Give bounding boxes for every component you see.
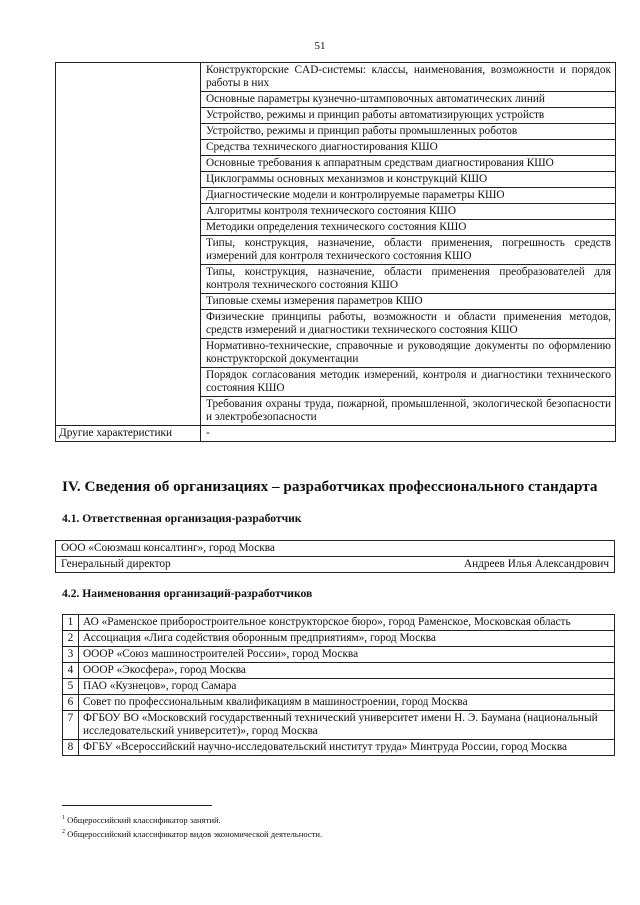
knowledge-item: Устройство, режимы и принцип работы автоматизирующих устройств [201, 108, 616, 124]
knowledge-row [56, 220, 616, 236]
developer-row [63, 695, 615, 711]
developers-table [62, 614, 615, 756]
developer-row [63, 679, 615, 695]
knowledge-item: Основные требования к аппаратным средствам диагностирования КШО [201, 156, 616, 172]
knowledge-label-cell [56, 368, 201, 397]
responsible-person: Андреев Илья Александрович [463, 558, 609, 570]
knowledge-label-cell [56, 156, 201, 172]
other-characteristics-label: Другие характеристики [56, 426, 201, 442]
knowledge-label-cell [56, 265, 201, 294]
knowledge-item: Средства технического диагностирования КШО [201, 140, 616, 156]
developer-row [63, 740, 615, 756]
responsible-org-name: ООО «Союзмаш консалтинг», город Москва [56, 541, 615, 557]
knowledge-item: Требования охраны труда, пожарной, промышленной, экологической безопасности и электробезопасности [201, 397, 616, 426]
knowledge-label-cell [56, 236, 201, 265]
developer-name: ОООР «Союз машиностроителей России», город Москва [79, 647, 615, 663]
developer-number: 8 [63, 740, 79, 756]
knowledge-row [56, 397, 616, 426]
knowledge-row [56, 204, 616, 220]
knowledge-label-cell [56, 92, 201, 108]
knowledge-row [56, 140, 616, 156]
knowledge-label-cell [56, 172, 201, 188]
developer-name: ФГБОУ ВО «Московский государственный технический университет имени Н. Э. Баумана (национальный исследовательский университет)», город Москва [79, 711, 615, 740]
knowledge-label-cell [56, 204, 201, 220]
other-characteristics-row [56, 426, 616, 442]
developer-number: 7 [63, 711, 79, 740]
developer-number: 5 [63, 679, 79, 695]
page-number: 51 [314, 40, 326, 52]
knowledge-item: Конструкторские CAD-системы: классы, наименования, возможности и порядок работы в них [201, 63, 616, 92]
knowledge-label-cell [56, 397, 201, 426]
knowledge-item: Методики определения технического состояния КШО [201, 220, 616, 236]
knowledge-item: Циклограммы основных механизмов и конструкций КШО [201, 172, 616, 188]
knowledge-row [56, 156, 616, 172]
responsible-org-table [55, 540, 615, 573]
knowledge-row [56, 63, 616, 92]
knowledge-table [55, 62, 616, 442]
knowledge-label-cell [56, 339, 201, 368]
knowledge-label-cell [56, 124, 201, 140]
knowledge-item: Типы, конструкция, назначение, области применения, погрешность средств измерений для контроля технического состояния КШО [201, 236, 616, 265]
knowledge-row [56, 265, 616, 294]
knowledge-row [56, 188, 616, 204]
knowledge-row [56, 310, 616, 339]
knowledge-row [56, 172, 616, 188]
knowledge-label-cell [56, 140, 201, 156]
knowledge-item: Алгоритмы контроля технического состояния КШО [201, 204, 616, 220]
developer-number: 2 [63, 631, 79, 647]
knowledge-item: Физические принципы работы, возможности и области применения методов, средств измерений и диагностики технического состояния КШО [201, 310, 616, 339]
footnote: $^2$ Общероссийский классификатор видов экономической деятельности. [62, 828, 323, 839]
developer-number: 4 [63, 663, 79, 679]
knowledge-label-cell [56, 188, 201, 204]
developer-name: ОООР «Экосфера», город Москва [79, 663, 615, 679]
knowledge-label-cell [56, 220, 201, 236]
knowledge-label-cell [56, 310, 201, 339]
developer-row [63, 647, 615, 663]
knowledge-row [56, 92, 616, 108]
developer-number: 6 [63, 695, 79, 711]
developer-number: 3 [63, 647, 79, 663]
developer-row [63, 631, 615, 647]
knowledge-item: Типовые схемы измерения параметров КШО [201, 294, 616, 310]
responsible-position: Генеральный директор [61, 558, 171, 570]
developers-title: 4.2. Наименования организаций-разработчиков [62, 587, 313, 600]
knowledge-row [56, 339, 616, 368]
developer-name: Ассоциация «Лига содействия оборонным предприятиям», город Москва [79, 631, 615, 647]
developer-name: ФГБУ «Всероссийский научно-исследовательский институт труда» Минтруда России, город Москва [79, 740, 615, 756]
knowledge-label-cell [56, 294, 201, 310]
developer-row [63, 663, 615, 679]
knowledge-label-cell [56, 63, 201, 92]
knowledge-row [56, 236, 616, 265]
knowledge-item: Основные параметры кузнечно-штамповочных автоматических линий [201, 92, 616, 108]
knowledge-label-cell [56, 108, 201, 124]
knowledge-row [56, 124, 616, 140]
developer-name: АО «Раменское приборостроительное конструкторское бюро», город Раменское, Московская область [79, 615, 615, 631]
knowledge-item: Нормативно-технические, справочные и руководящие документы по оформлению конструкторской документации [201, 339, 616, 368]
section-title: IV. Сведения об организациях – разработчиках профессионального стандарта [62, 478, 598, 495]
developer-number: 1 [63, 615, 79, 631]
knowledge-item: Диагностические модели и контролируемые параметры КШО [201, 188, 616, 204]
knowledge-item: Устройство, режимы и принцип работы промышленных роботов [201, 124, 616, 140]
footnote: $^1$ Общероссийский классификатор занятий. [62, 814, 221, 825]
developer-row [63, 711, 615, 740]
footnotes [62, 812, 322, 840]
developer-row [63, 615, 615, 631]
other-characteristics-value: - [201, 426, 616, 442]
developer-name: Совет по профессиональным квалификациям в машиностроении, город Москва [79, 695, 615, 711]
developer-name: ПАО «Кузнецов», город Самара [79, 679, 615, 695]
knowledge-row [56, 108, 616, 124]
knowledge-item: Порядок согласования методик измерений, контроля и диагностики технического состояния КШО [201, 368, 616, 397]
knowledge-item: Типы, конструкция, назначение, области применения преобразователей для контроля технического состояния КШО [201, 265, 616, 294]
responsible-org-title: 4.1. Ответственная организация-разработчик [62, 512, 302, 525]
knowledge-row [56, 294, 616, 310]
footnote-divider [62, 805, 212, 806]
knowledge-row [56, 368, 616, 397]
